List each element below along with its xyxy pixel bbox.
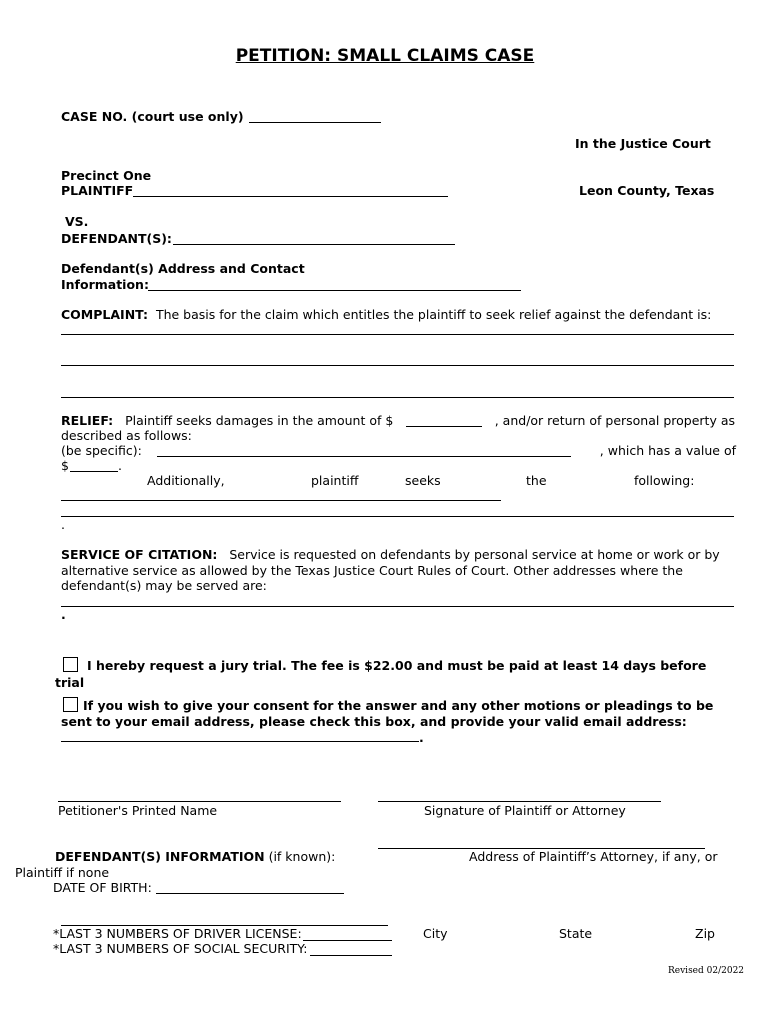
service-text-1: Service is requested on defendants by personal service at home or work or by: [229, 547, 720, 562]
county-label: Leon County, Texas: [579, 183, 715, 198]
service-line-1: [61, 547, 720, 562]
printed-name-label: Petitioner's Printed Name: [58, 803, 218, 818]
court-label: In the Justice Court: [575, 136, 711, 151]
relief-text-2: described as follows:: [61, 428, 192, 443]
complaint-section: [61, 307, 711, 322]
email-consent-checkbox[interactable]: [63, 697, 78, 712]
printed-name-field[interactable]: [58, 801, 341, 802]
defendant-info-label: DEFENDANT(S) INFORMATION: [55, 849, 265, 864]
property-description-field[interactable]: [157, 456, 571, 457]
relief-word-3: seeks: [405, 473, 441, 488]
relief-text-3b: , which has a value of: [599, 443, 736, 458]
revised-date: Revised 02/2022: [668, 966, 745, 976]
plaintiff-label: PLAINTIFF: [61, 183, 134, 198]
relief-following-line-2[interactable]: [61, 516, 734, 517]
relief-word-4: the: [526, 473, 547, 488]
relief-word-5: following:: [634, 473, 695, 488]
defendant-label: DEFENDANT(S):: [61, 231, 172, 246]
service-end-dot: .: [61, 607, 66, 622]
relief-word-1: Additionally,: [147, 473, 225, 488]
license-field[interactable]: [303, 940, 392, 941]
signature-field[interactable]: [378, 801, 661, 802]
service-label: SERVICE OF CITATION:: [61, 547, 218, 562]
relief-text-4: $: [61, 458, 69, 473]
attorney-label-2: Plaintiff if none: [15, 865, 110, 880]
relief-text-3a: (be specific):: [61, 443, 142, 458]
dob-field[interactable]: [156, 893, 344, 894]
service-text-2: alternative service as allowed by the Texas Justice Court Rules of Court. Other addresses where the: [61, 563, 683, 578]
attorney-label-1: Address of Plaintiff’s Attorney, if any, or: [469, 849, 718, 864]
relief-word-2: plaintiff: [311, 473, 359, 488]
damages-amount-field[interactable]: [406, 426, 482, 427]
service-address-field[interactable]: [61, 606, 734, 607]
dob-label: DATE OF BIRTH:: [53, 880, 152, 895]
defendant-info-label: Information:: [61, 277, 149, 292]
email-end-dot: .: [419, 730, 424, 745]
jury-trial-text: I hereby request a jury trial. The fee is $22.00 and must be paid at least 14 days before: [87, 658, 707, 673]
jury-trial-checkbox[interactable]: [63, 657, 78, 672]
complaint-line-2[interactable]: [61, 365, 734, 366]
ssn-label: *LAST 3 NUMBERS OF SOCIAL SECURITY:: [53, 941, 308, 956]
relief-end-dot: .: [61, 517, 65, 532]
complaint-line-1[interactable]: [61, 334, 734, 335]
complaint-text: The basis for the claim which entitles the plaintiff to seek relief against the defendant is:: [155, 307, 712, 322]
relief-text-1b: , and/or return of personal property as: [494, 413, 735, 428]
page-title: PETITION: SMALL CLAIMS CASE: [235, 46, 535, 66]
relief-line-1a: [61, 413, 393, 428]
city-label: City: [423, 926, 448, 941]
relief-text-4-end: .: [118, 458, 122, 473]
complaint-label: COMPLAINT:: [61, 307, 148, 322]
defendant-info-known: (if known):: [268, 849, 336, 864]
case-no-field[interactable]: [249, 122, 381, 123]
precinct-label: Precinct One: [61, 168, 152, 183]
ssn-field[interactable]: [310, 955, 392, 956]
defendant-address-label: Defendant(s) Address and Contact: [61, 261, 305, 276]
vs-label: VS.: [65, 214, 89, 229]
defendant-info-heading: [55, 849, 335, 864]
relief-text-1: Plaintiff seeks damages in the amount of $: [125, 413, 394, 428]
complaint-line-3[interactable]: [61, 397, 734, 398]
state-label: State: [559, 926, 593, 941]
property-value-field[interactable]: [70, 471, 118, 472]
case-no-label: CASE NO. (court use only): [61, 109, 244, 124]
email-address-field[interactable]: [61, 741, 419, 742]
defendant-address-field[interactable]: [148, 290, 521, 291]
jury-trial-text-2: trial: [55, 675, 85, 690]
email-consent-text-1: If you wish to give your consent for the answer and any other motions or pleadings to be: [83, 698, 714, 713]
zip-label: Zip: [695, 926, 715, 941]
relief-following-line-1[interactable]: [61, 500, 501, 501]
relief-label: RELIEF:: [61, 413, 114, 428]
service-text-3: defendant(s) may be served are:: [61, 578, 267, 593]
defendant-field[interactable]: [173, 244, 455, 245]
plaintiff-field[interactable]: [133, 196, 448, 197]
license-label: *LAST 3 NUMBERS OF DRIVER LICENSE:: [53, 926, 302, 941]
signature-label: Signature of Plaintiff or Attorney: [424, 803, 626, 818]
email-consent-text-2: sent to your email address, please check this box, and provide your valid email address:: [61, 714, 687, 729]
